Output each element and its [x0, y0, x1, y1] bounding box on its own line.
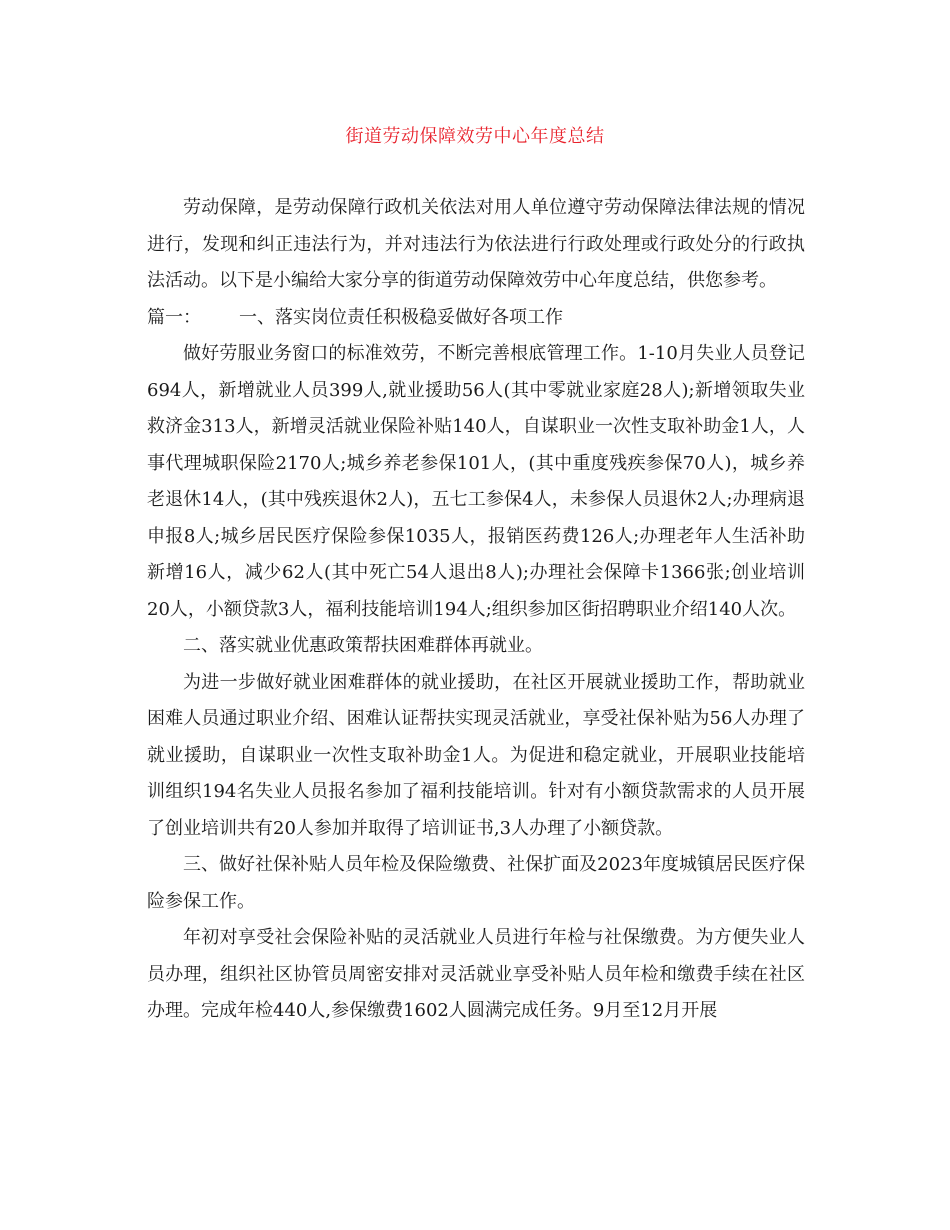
section1-paragraph: 做好劳服业务窗口的标准效劳，不断完善根底管理工作。1-10月失业人员登记694人，新增就业人员399人,就业援助56人(其中零就业家庭28人);新增领取失业救济金313人，新增灵活就业保险补贴140人，自谋职业一次性支取补助金1人，人事代理城职保险2170人;城乡养老参保101人，(其中重度残疾参保70人)，城乡养老退休14人，(其中残疾退休2人)，五七工参保4人，未参保人员退休2人;办理病退申报8人;城乡居民医疗保险参保1035人，报销医药费126人;办理老年人生活补助新增16人，减少62人(其中死亡54人退出8人);办理社会保障卡1366张;创业培训20人，小额贷款3人，福利技能培训194人;组织参加区街招聘职业介绍140人次。	[147, 343, 805, 620]
section3-paragraph: 年初对享受社会保险补贴的灵活就业人员进行年检与社保缴费。为方便失业人员办理，组织社区协管员周密安排对灵活就业享受补贴人员年检和缴费手续在社区办理。完成年检440人,参保缴费1602人圆满完成任务。9月至12月开展	[147, 927, 805, 1021]
section3-heading: 三、做好社保补贴人员年检及保险缴费、社保扩面及2023年度城镇居民医疗保险参保工作。	[147, 854, 805, 912]
document-title: 街道劳动保障效劳中心年度总结	[345, 126, 605, 147]
section1-label: 篇一：	[147, 306, 201, 328]
section2-heading: 二、落实就业优惠政策帮扶困难群体再就业。	[183, 635, 543, 656]
document-body	[147, 190, 805, 1030]
section2-paragraph: 为进一步做好就业困难群体的就业援助，在社区开展就业援助工作，帮助就业困难人员通过职业介绍、困难认证帮扶实现灵活就业，享受社保补贴为56人办理了就业援助，自谋职业一次性支取补助金1人。为促进和稳定就业，开展职业技能培训组织194名失业人员报名参加了福利技能培训。针对有小额贷款需求的人员开展了创业培训共有20人参加并取得了培训证书,3人办理了小额贷款。	[147, 671, 805, 839]
intro-paragraph: 劳动保障，是劳动保障行政机关依法对用人单位遵守劳动保障法律法规的情况进行，发现和纠正违法行为，并对违法行为依法进行行政处理或行政处分的行政执法活动。以下是小编给大家分享的街道劳动保障效劳中心年度总结，供您参考。	[147, 197, 805, 291]
section1-heading-line	[147, 300, 805, 337]
section1-heading: 一、落实岗位责任积极稳妥做好各项工作	[239, 306, 563, 328]
